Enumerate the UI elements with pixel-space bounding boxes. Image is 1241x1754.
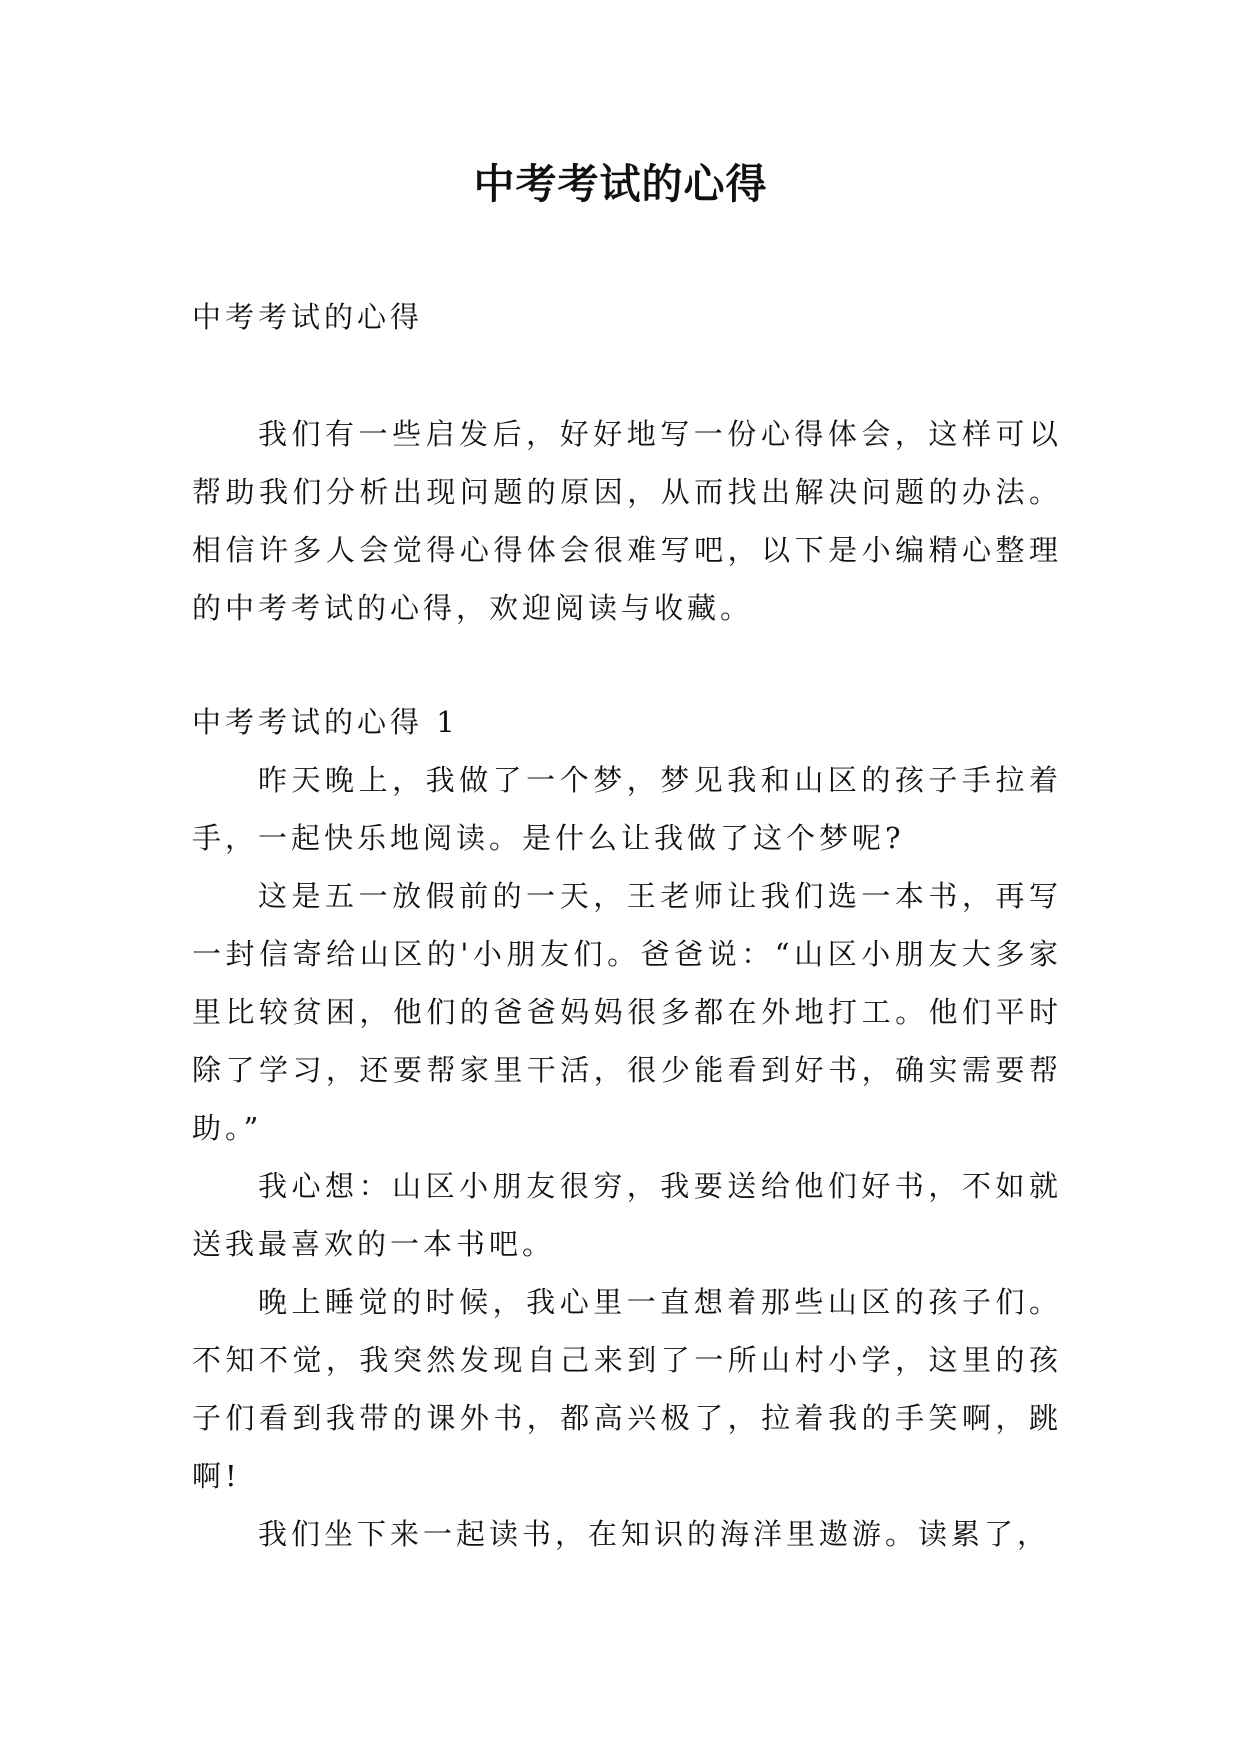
section-heading: 中考考试的心得 1	[192, 705, 459, 739]
section-1	[192, 693, 1062, 1563]
paragraph-1: 昨天晚上，我做了一个梦，梦见我和山区的孩子手拉着手，一起快乐地阅读。是什么让我做了这个梦呢?	[192, 763, 1062, 855]
paragraph-2: 这是五一放假前的一天，王老师让我们选一本书，再写一封信寄给山区的'小朋友们。爸爸说：“山区小朋友大多家里比较贫困，他们的爸爸妈妈很多都在外地打工。他们平时除了学习，还要帮家里干活，很少能看到好书，确实需要帮助。”	[192, 879, 1062, 1145]
intro-paragraph: 我们有一些启发后，好好地写一份心得体会，这样可以帮助我们分析出现问题的原因，从而找出解决问题的办法。相信许多人会觉得心得体会很难写吧，以下是小编精心整理的中考考试的心得，欢迎阅读与收藏。	[192, 417, 1062, 625]
paragraph-3: 我心想：山区小朋友很穷，我要送给他们好书，不如就送我最喜欢的一本书吧。	[192, 1169, 1062, 1261]
paragraph-5: 我们坐下来一起读书，在知识的海洋里遨游。读累了，	[258, 1517, 1051, 1551]
document-title: 中考考试的心得	[473, 160, 768, 208]
document-subtitle: 中考考试的心得	[192, 300, 424, 334]
paragraph-4: 晚上睡觉的时候，我心里一直想着那些山区的孩子们。不知不觉，我突然发现自己来到了一所山村小学，这里的孩子们看到我带的课外书，都高兴极了，拉着我的手笑啊，跳啊!	[192, 1285, 1062, 1493]
